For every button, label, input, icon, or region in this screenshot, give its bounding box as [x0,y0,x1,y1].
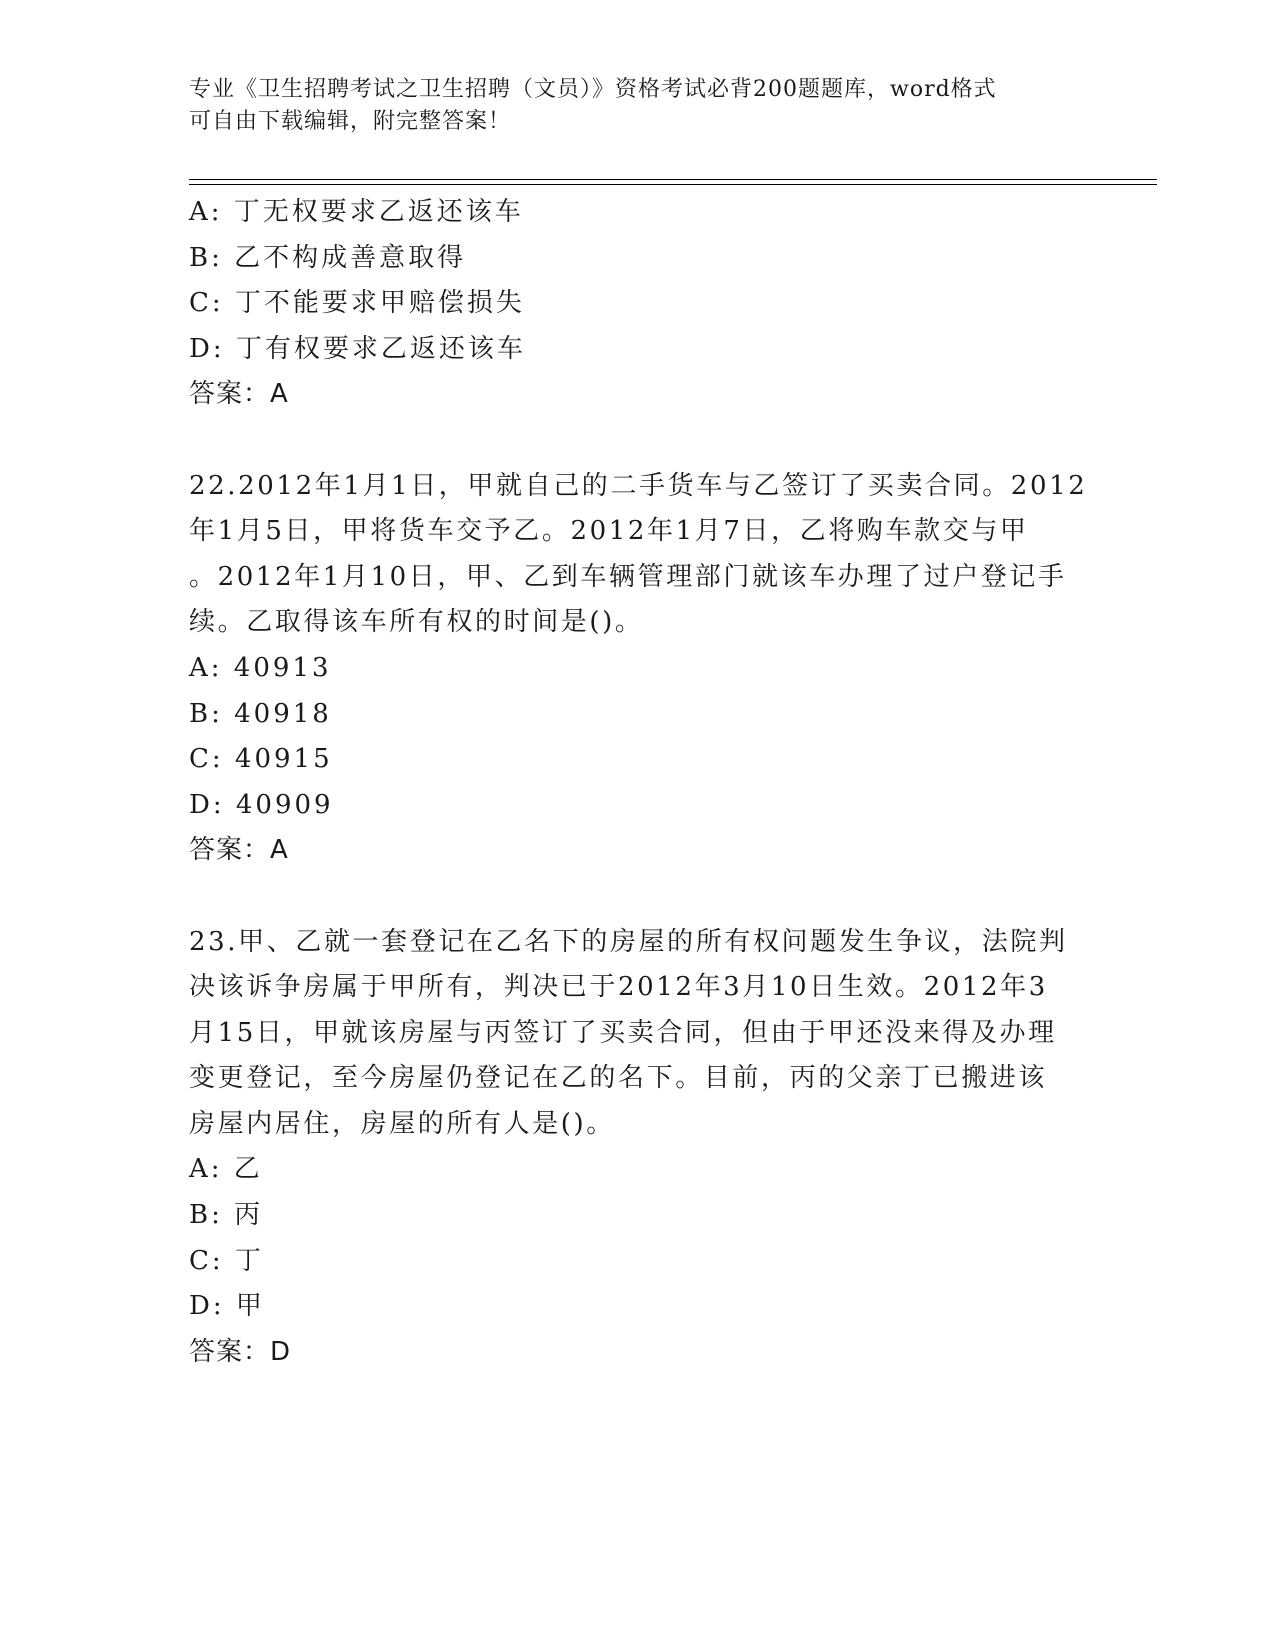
option-b: B: 40918 [189,698,332,729]
option-c: C: 40915 [189,744,333,775]
document-header [189,74,1089,138]
spacer [189,418,1089,464]
option-c: C: 丁 [189,1245,264,1276]
stem-line: 月15日，甲就该房屋与丙签订了买卖合同，但由于甲还没来得及办理 [189,1017,1057,1048]
option-b: B: 丙 [189,1200,264,1231]
stem-line: 房屋内居住，房屋的所有人是()。 [189,1108,615,1139]
header-rule-bottom [189,184,1157,185]
option-d: D: 40909 [189,789,334,820]
stem-line: 23.甲、乙就一套登记在乙名下的房屋的所有权问题发生争议，法院判 [189,926,1068,957]
questions-content [189,190,1089,1375]
header-line-1: 专业《卫生招聘考试之卫生招聘（文员）》资格考试必背200题题库，word格式 [189,77,997,102]
stem-line: 22.2012年1月1日，甲就自己的二手货车与乙签订了买卖合同。2012 [189,470,1088,501]
stem-line: 。2012年1月10日，甲、乙到车辆管理部门就该车办理了过户登记手 [189,561,1067,592]
option-d: D: 丁有权要求乙返还该车 [189,333,526,364]
question-stem [189,464,1089,646]
question-22 [189,464,1089,874]
stem-line: 决该诉争房属于甲所有，判决已于2012年3月10日生效。2012年3 [189,972,1048,1003]
option-a: A: 丁无权要求乙返还该车 [189,197,524,227]
option-a: A: 40913 [189,652,332,683]
answer-line: 答案：A [189,379,289,410]
option-b: B: 乙不构成善意取得 [189,242,467,273]
question-stem [189,920,1089,1148]
stem-line: 年1月5日，甲将货车交予乙。2012年1月7日，乙将购车款交与甲 [189,516,1029,547]
question-21 [189,190,1089,418]
answer-line: 答案：A [189,835,289,866]
option-d: D: 甲 [189,1291,265,1322]
header-line-2: 可自由下载编辑，附完整答案！ [189,109,512,134]
answer-line: 答案：D [189,1336,292,1367]
question-23 [189,920,1089,1376]
header-rule-top [189,179,1157,180]
stem-line: 续。乙取得该车所有权的时间是()。 [189,607,644,638]
spacer [189,874,1089,920]
option-c: C: 丁不能要求甲赔偿损失 [189,288,525,319]
stem-line: 变更登记，至今房屋仍登记在乙的名下。目前，丙的父亲丁已搬进该 [189,1063,1048,1094]
option-a: A: 乙 [189,1154,263,1185]
